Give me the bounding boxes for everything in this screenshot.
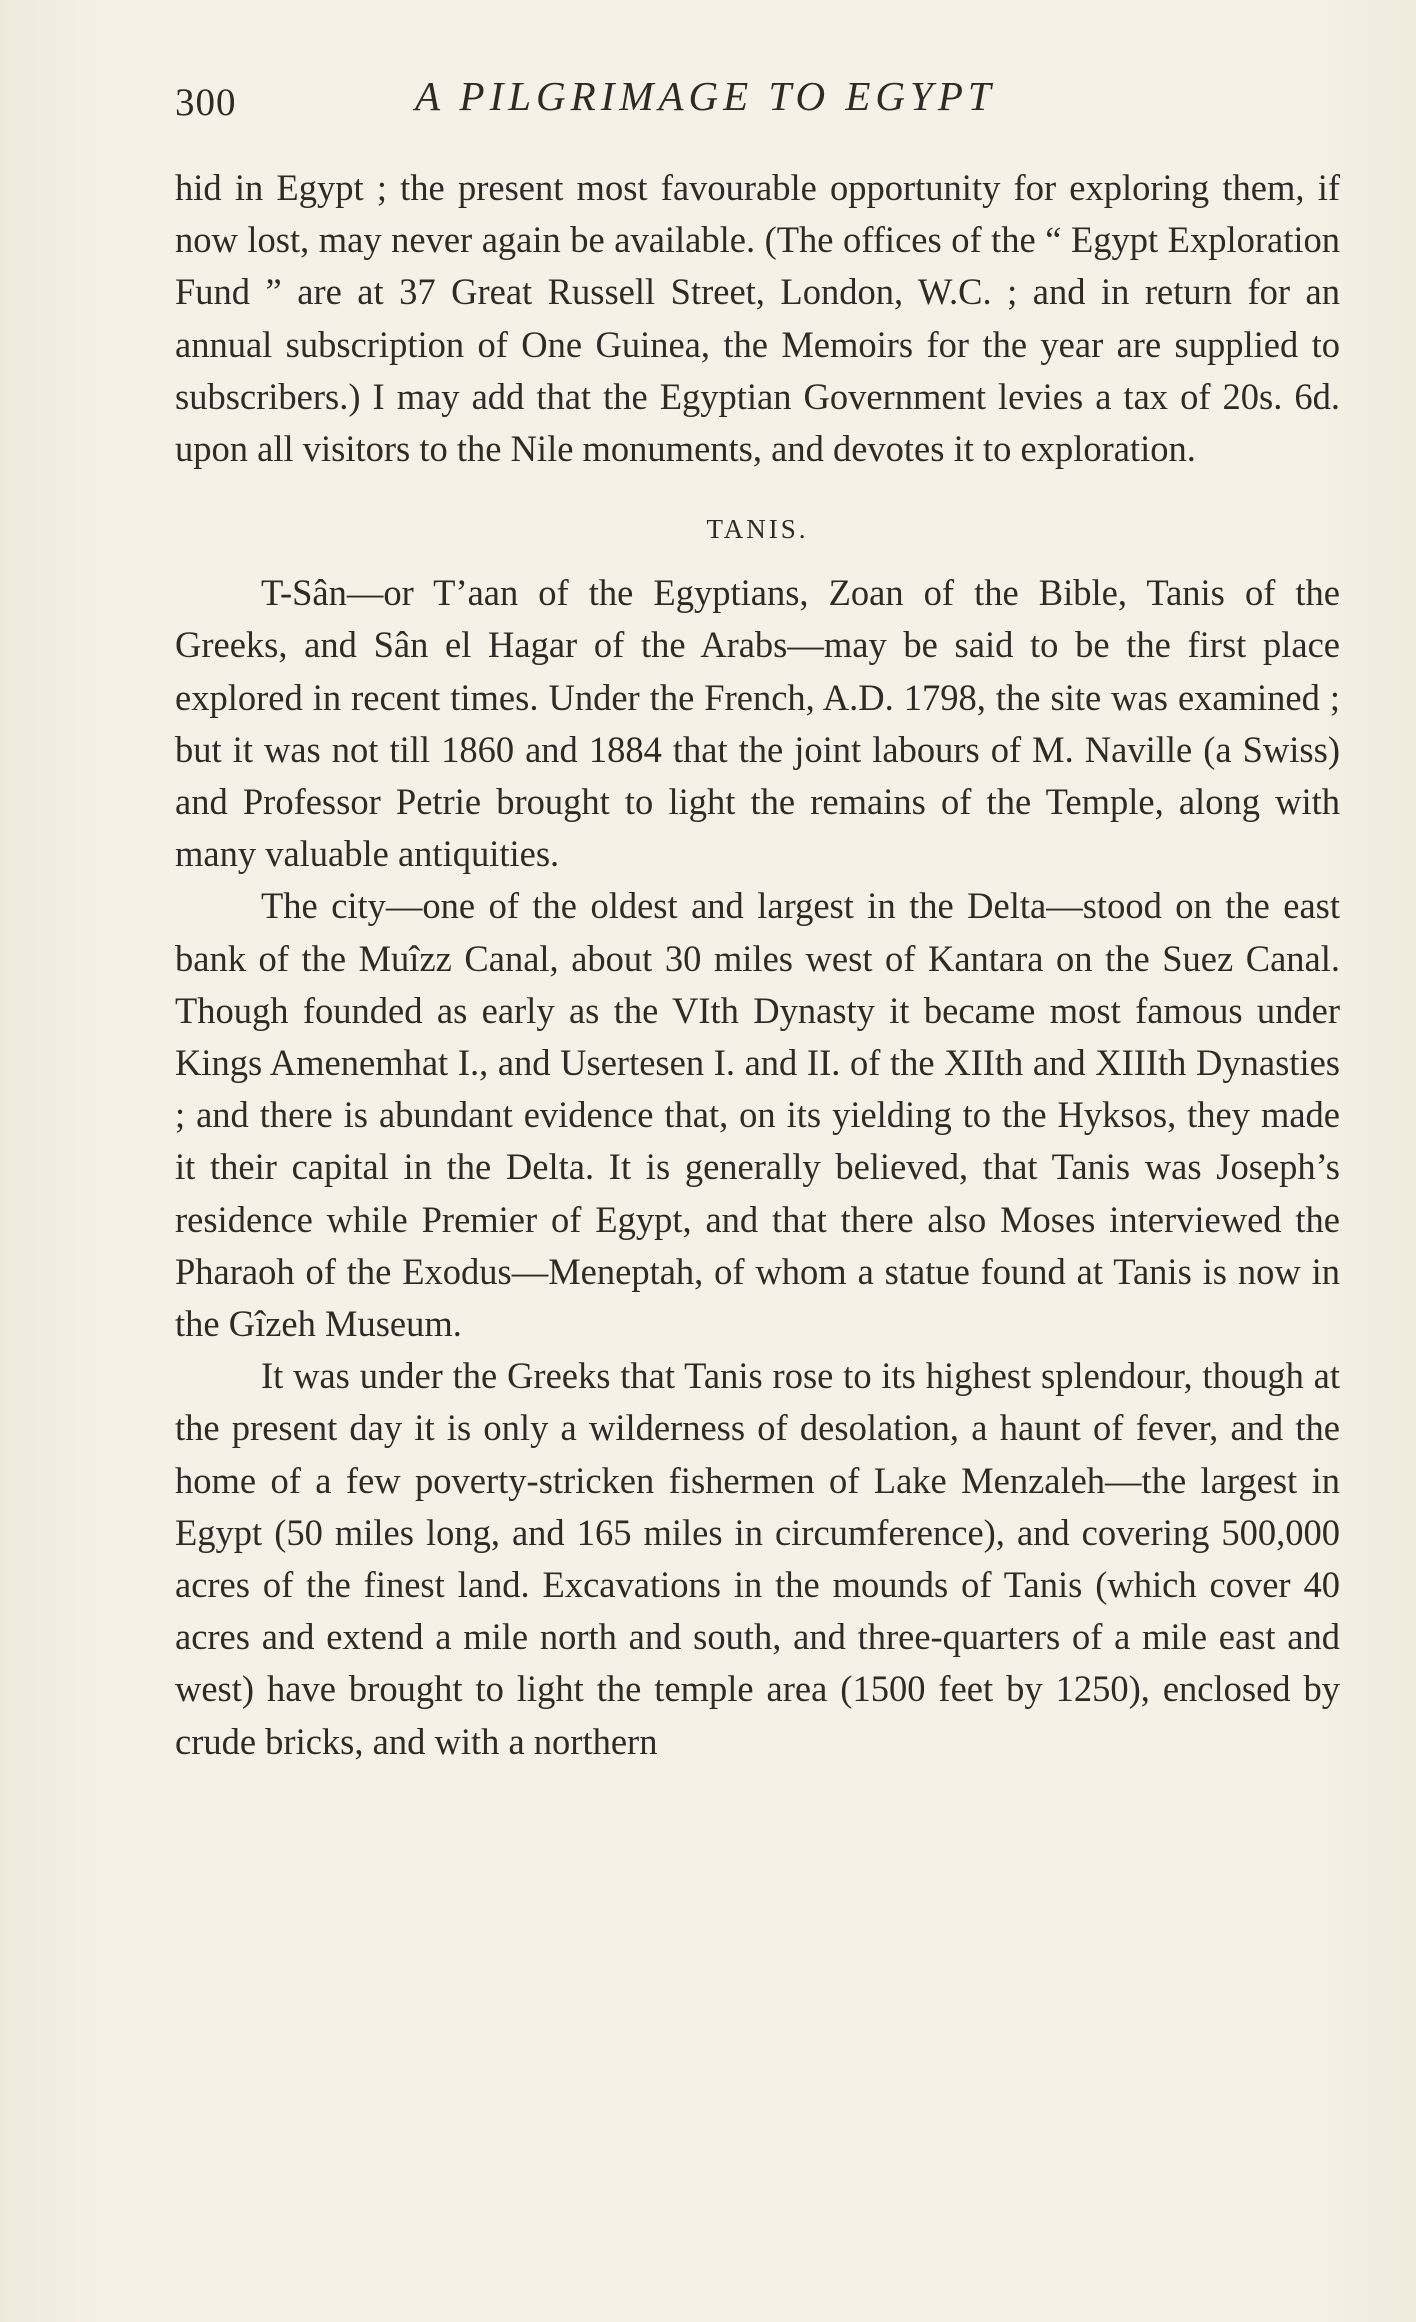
section-heading-tanis: TANIS. — [706, 514, 809, 545]
paragraph-city: The city—one of the oldest and largest in the Delta—stood on the east bank of the Muîzz Canal, about 30 miles west of Kantara on the Suez Canal. Though founded as early as the VIth Dynasty it became most famous under Kings Amenemhat I., and Usertesen I. and II. of the XIIth and XIIIth Dynasties ; and there is abundant evidence that, on its yielding to the Hyksos, they made it their capital in the Delta. It is generally believed, that Tanis was Joseph’s residence while Premier of Egypt, and that there also Moses interviewed the Pharaoh of the Exodus—Meneptah, of whom a statue found at Tanis is now in the Gîzeh Museum. — [175, 885, 1340, 1345]
paragraph-continued: hid in Egypt ; the present most favourable opportunity for exploring them, if now lost, may never again be available. (The offices of the “ Egypt Exploration Fund ” are at 37 Great Russell Street, London, W.C. ; and in return for an annual subscription of One Guinea, the Memoirs for the year are supplied to subscribers.) I may add that the Egyptian Government levies a tax of 20s. 6d. upon all visitors to the Nile monuments, and devotes it to exploration. — [175, 167, 1340, 470]
page-number: 300 — [175, 81, 237, 124]
paragraph-greeks: It was under the Greeks that Tanis rose to its highest splendour, though at the present day it is only a wilderness of desolation, a haunt of fever, and the home of a few poverty-stricken fishermen of Lake Menzaleh—the largest in Egypt (50 miles long, and 165 miles in circumference), and covering 500,000 acres of the finest land. Excavations in the mounds of Tanis (which cover 40 acres and extend a mile north and south, and three-quarters of a mile east and west) have brought to light the temple area (1500 feet by 1250), enclosed by crude bricks, and with a northern — [175, 1355, 1340, 1762]
paragraph-tanis-intro: T-Sân—or T’aan of the Egyptians, Zoan of the Bible, Tanis of the Greeks, and Sân el Hagar of the Arabs—may be said to be the first place explored in recent times. Under the French, A.D. 1798, the site was examined ; but it was not till 1860 and 1884 that the joint labours of M. Naville (a Swiss) and Professor Petrie brought to light the remains of the Temple, along with many valuable antiquities. — [175, 572, 1340, 875]
body-text — [175, 162, 1340, 1768]
running-title: A PILGRIMAGE TO EGYPT — [415, 73, 996, 119]
page-header — [175, 72, 1340, 142]
